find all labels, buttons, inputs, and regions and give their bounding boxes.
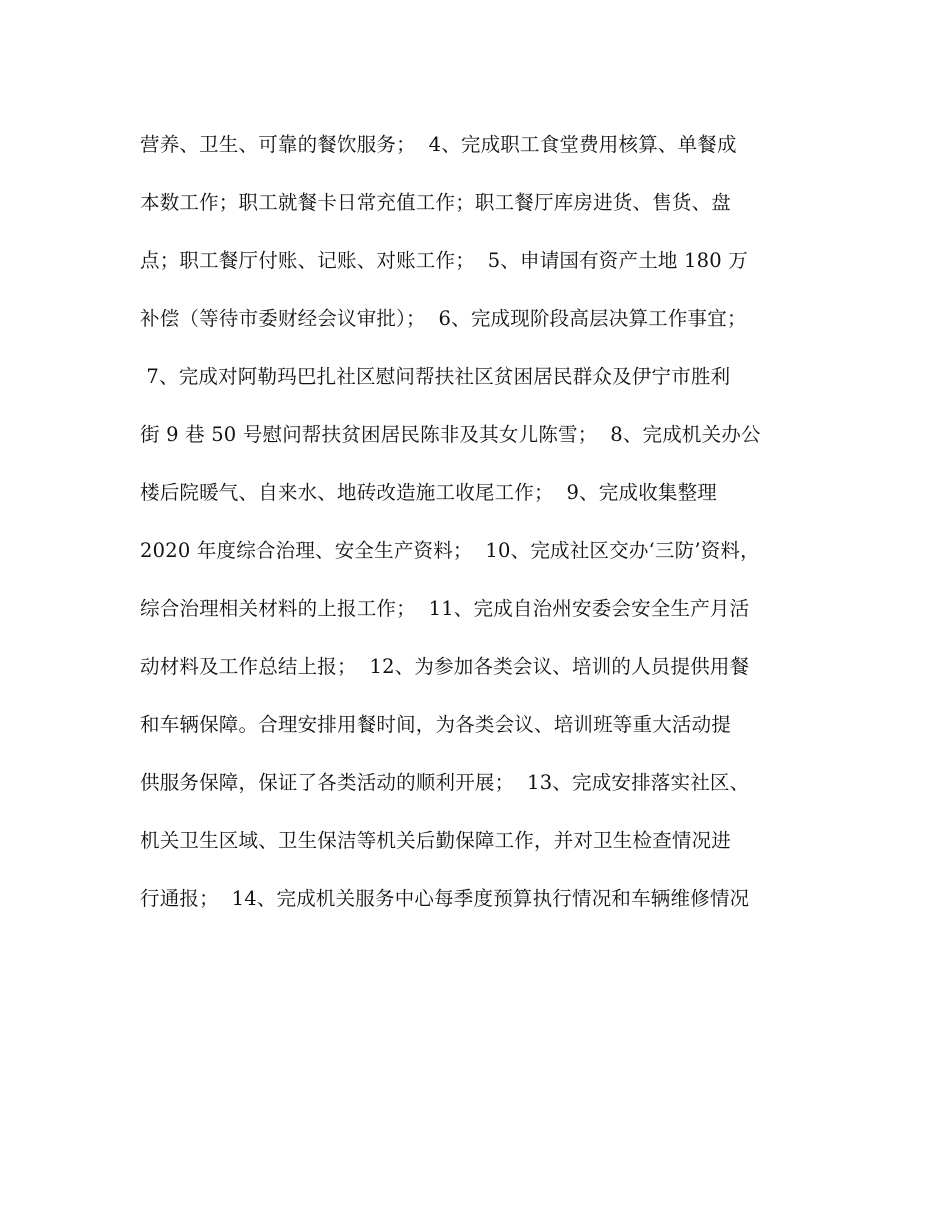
text-line-9: 综合治理相关材料的上报工作； 11、完成自治州安委会安全生产月活 bbox=[140, 597, 750, 620]
text-line-14: 行通报； 14、完成机关服务中心每季度预算执行情况和车辆维修情况 bbox=[140, 887, 750, 910]
text-line-1: 营养、卫生、可靠的餐饮服务； 4、完成职工食堂费用核算、单餐成 bbox=[140, 133, 737, 156]
text-line-2: 本数工作；职工就餐卡日常充值工作；职工餐厅库房进货、售货、盘 bbox=[140, 191, 732, 214]
text-line-11: 和车辆保障。合理安排用餐时间，为各类会议、培训班等重大活动提 bbox=[140, 713, 732, 736]
text-line-7: 楼后院暖气、自来水、地砖改造施工收尾工作； 9、完成收集整理 bbox=[140, 481, 718, 504]
body-text bbox=[140, 126, 830, 938]
text-line-13: 机关卫生区域、卫生保洁等机关后勤保障工作，并对卫生检查情况进 bbox=[140, 829, 732, 852]
text-line-3: 点；职工餐厅付账、记账、对账工作； 5、申请国有资产土地 180 万 bbox=[140, 249, 748, 272]
text-line-4: 补偿（等待市委财经会议审批）； 6、完成现阶段高层决算工作事宜； bbox=[140, 307, 747, 330]
text-line-10: 动材料及工作总结上报； 12、为参加各类会议、培训的人员提供用餐 bbox=[140, 655, 750, 678]
text-line-12: 供服务保障，保证了各类活动的顺利开展； 13、完成安排落实社区、 bbox=[140, 771, 750, 794]
text-line-5: 7、完成对阿勒玛巴扎社区慰问帮扶社区贫困居民群众及伊宁市胜利 bbox=[140, 365, 731, 388]
text-line-8: 2020 年度综合治理、安全生产资料； 10、完成社区交办‘三防’资料， bbox=[140, 539, 760, 562]
text-line-6: 街 9 巷 50 号慰问帮扶贫困居民陈非及其女儿陈雪； 8、完成机关办公 bbox=[140, 423, 761, 446]
